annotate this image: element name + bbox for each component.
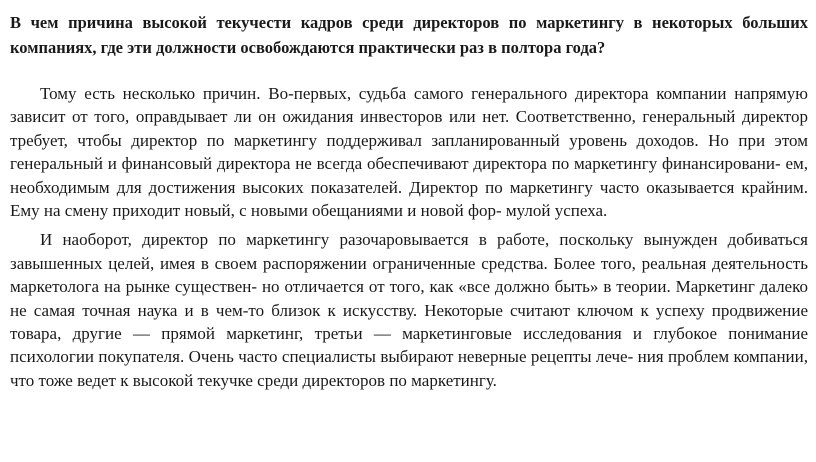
answer-paragraph-1: Тому есть несколько причин. Во-первых, судьба самого генерального директора компании напрямую зависит от того, оправдывает ли он ожидания инвесторов или нет. Соответственно, генеральный директор требует, чтобы директор по маркетингу поддерживал запланированный уровень доходов. Но при этом генеральный и финансовый директора не всегда обеспечивают директора по маркетингу финансировани- ем, необходимым для достижения высоких показателей. Директор по маркетингу часто оказывается крайним. Ему на смену приходит новый, с новыми обещаниями и новой фор- мулой успеха. — [10, 84, 808, 221]
answer-paragraph-2: И наоборот, директор по маркетингу разочаровывается в работе, поскольку вынужден добиваться завышенных целей, имея в своем распоряжении ограниченные средства. Более того, реальная деятельность маркетолога на рынке существен- но отличается от того, как «все должно быть» в теории. Маркетинг далеко не самая точная наука и в чем-то близок к искусству. Некоторые считают ключом к успеху продвижение товара, другие — прямой маркетинг, третьи — маркетинговые исследования и глубокое понимание психологии покупателя. Очень часто специалисты выбирают неверные рецепты лече- ния проблем компании, что тоже ведет к высокой текучке среди директоров по маркетингу. — [10, 230, 808, 390]
question-heading: В чем причина высокой текучести кадров среди директоров по маркетингу в некоторых больших компаниях, где эти должности освобождаются практически раз в полтора года? — [10, 13, 808, 57]
document-page — [10, 10, 808, 392]
